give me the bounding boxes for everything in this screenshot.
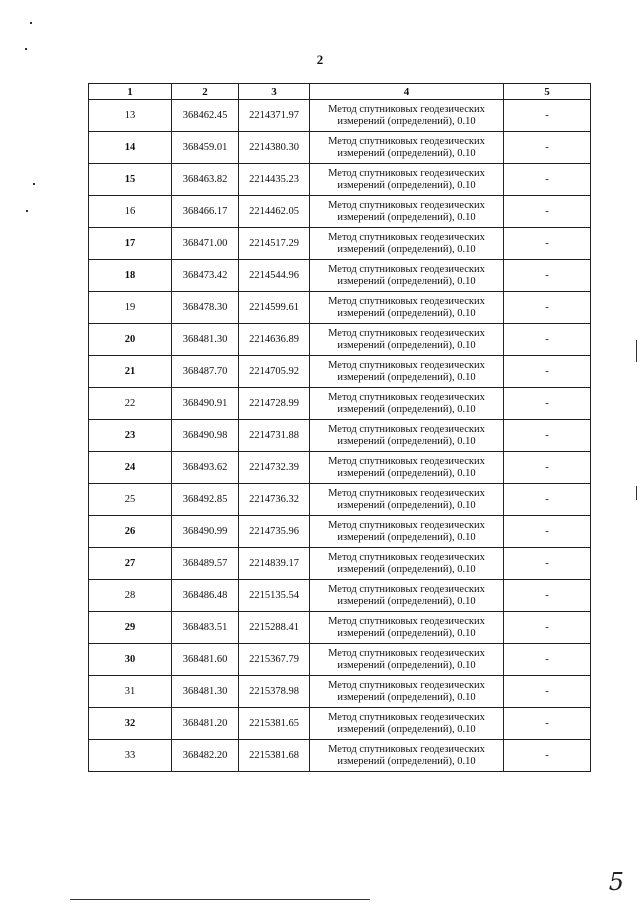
description-cell: - [504, 676, 591, 708]
method-line-1: Метод спутниковых геодезических [328, 327, 485, 339]
table-row [89, 388, 591, 420]
method-cell [310, 196, 504, 228]
point-number: 16 [89, 196, 172, 228]
description-cell: - [504, 100, 591, 132]
method-line-2: измерений (определений), 0.10 [337, 691, 476, 703]
point-number: 27 [89, 548, 172, 580]
table-row [89, 164, 591, 196]
coord-x: 368481.30 [172, 324, 239, 356]
method-line-2: измерений (определений), 0.10 [337, 467, 476, 479]
table-row [89, 132, 591, 164]
table-body [89, 100, 591, 772]
method-cell [310, 356, 504, 388]
description-cell: - [504, 516, 591, 548]
coord-y: 2214736.32 [239, 484, 310, 516]
table-row [89, 260, 591, 292]
coord-x: 368463.82 [172, 164, 239, 196]
coord-y: 2214517.29 [239, 228, 310, 260]
point-number: 30 [89, 644, 172, 676]
method-line-2: измерений (определений), 0.10 [337, 403, 476, 415]
method-line-1: Метод спутниковых геодезических [328, 167, 485, 179]
method-line-1: Метод спутниковых геодезических [328, 199, 485, 211]
method-cell [310, 516, 504, 548]
description-cell: - [504, 484, 591, 516]
method-cell [310, 292, 504, 324]
scan-bottom-line [70, 899, 370, 900]
coord-y: 2214735.96 [239, 516, 310, 548]
description-cell: - [504, 452, 591, 484]
coord-y: 2215381.65 [239, 708, 310, 740]
method-line-2: измерений (определений), 0.10 [337, 723, 476, 735]
coord-y: 2214636.89 [239, 324, 310, 356]
header-col-4: 4 [310, 84, 504, 100]
coord-y: 2214371.97 [239, 100, 310, 132]
table-row [89, 612, 591, 644]
coord-y: 2214599.61 [239, 292, 310, 324]
description-cell: - [504, 548, 591, 580]
method-line-1: Метод спутниковых геодезических [328, 551, 485, 563]
method-line-2: измерений (определений), 0.10 [337, 371, 476, 383]
method-line-1: Метод спутниковых геодезических [328, 615, 485, 627]
method-line-1: Метод спутниковых геодезических [328, 295, 485, 307]
method-line-2: измерений (определений), 0.10 [337, 211, 476, 223]
coord-y: 2214839.17 [239, 548, 310, 580]
method-cell [310, 324, 504, 356]
page-number: 2 [316, 52, 324, 67]
coord-x: 368462.45 [172, 100, 239, 132]
description-cell: - [504, 388, 591, 420]
table-row [89, 484, 591, 516]
table-row [89, 420, 591, 452]
table-row [89, 644, 591, 676]
method-line-2: измерений (определений), 0.10 [337, 627, 476, 639]
method-line-1: Метод спутниковых геодезических [328, 263, 485, 275]
point-number: 18 [89, 260, 172, 292]
coord-y: 2215367.79 [239, 644, 310, 676]
coord-x: 368486.48 [172, 580, 239, 612]
coord-x: 368489.57 [172, 548, 239, 580]
method-cell [310, 708, 504, 740]
point-number: 13 [89, 100, 172, 132]
description-cell: - [504, 292, 591, 324]
header-col-2: 2 [172, 84, 239, 100]
table-row [89, 324, 591, 356]
table-row [89, 100, 591, 132]
method-line-1: Метод спутниковых геодезических [328, 455, 485, 467]
scan-speck [26, 210, 28, 212]
description-cell: - [504, 612, 591, 644]
method-cell [310, 452, 504, 484]
description-cell: - [504, 260, 591, 292]
coord-x: 368466.17 [172, 196, 239, 228]
description-cell: - [504, 644, 591, 676]
coord-x: 368481.30 [172, 676, 239, 708]
point-number: 25 [89, 484, 172, 516]
scan-speck [30, 22, 32, 24]
method-line-1: Метод спутниковых геодезических [328, 359, 485, 371]
coord-y: 2214462.05 [239, 196, 310, 228]
header-col-5: 5 [504, 84, 591, 100]
method-line-1: Метод спутниковых геодезических [328, 519, 485, 531]
point-number: 28 [89, 580, 172, 612]
method-line-1: Метод спутниковых геодезических [328, 647, 485, 659]
point-number: 21 [89, 356, 172, 388]
method-cell [310, 420, 504, 452]
scan-edge-line [636, 486, 637, 500]
method-cell [310, 644, 504, 676]
method-line-2: измерений (определений), 0.10 [337, 243, 476, 255]
method-line-1: Метод спутниковых геодезических [328, 231, 485, 243]
scan-speck [25, 48, 27, 50]
point-number: 31 [89, 676, 172, 708]
method-cell [310, 676, 504, 708]
table-row [89, 740, 591, 772]
method-line-2: измерений (определений), 0.10 [337, 115, 476, 127]
coord-x: 368483.51 [172, 612, 239, 644]
table-row [89, 452, 591, 484]
handwritten-page-mark: 5 [608, 868, 624, 896]
table-row [89, 356, 591, 388]
table-row [89, 708, 591, 740]
method-cell [310, 740, 504, 772]
method-cell [310, 228, 504, 260]
table-row [89, 228, 591, 260]
table-row [89, 196, 591, 228]
method-cell [310, 388, 504, 420]
method-line-1: Метод спутниковых геодезических [328, 103, 485, 115]
method-line-2: измерений (определений), 0.10 [337, 755, 476, 767]
coordinates-table [88, 83, 591, 772]
description-cell: - [504, 708, 591, 740]
table-row [89, 292, 591, 324]
coord-x: 368490.98 [172, 420, 239, 452]
method-line-1: Метод спутниковых геодезических [328, 135, 485, 147]
header-col-1: 1 [89, 84, 172, 100]
table-header-row [89, 84, 591, 100]
point-number: 17 [89, 228, 172, 260]
method-line-2: измерений (определений), 0.10 [337, 307, 476, 319]
scan-edge-line [636, 340, 637, 362]
coord-x: 368482.20 [172, 740, 239, 772]
method-line-1: Метод спутниковых геодезических [328, 583, 485, 595]
method-line-2: измерений (определений), 0.10 [337, 531, 476, 543]
description-cell: - [504, 228, 591, 260]
coord-x: 368487.70 [172, 356, 239, 388]
method-line-2: измерений (определений), 0.10 [337, 435, 476, 447]
method-line-2: измерений (определений), 0.10 [337, 659, 476, 671]
method-line-2: измерений (определений), 0.10 [337, 275, 476, 287]
coord-x: 368481.20 [172, 708, 239, 740]
point-number: 23 [89, 420, 172, 452]
description-cell: - [504, 324, 591, 356]
coord-y: 2214731.88 [239, 420, 310, 452]
coord-x: 368473.42 [172, 260, 239, 292]
description-cell: - [504, 356, 591, 388]
method-cell [310, 612, 504, 644]
point-number: 19 [89, 292, 172, 324]
description-cell: - [504, 196, 591, 228]
method-line-2: измерений (определений), 0.10 [337, 499, 476, 511]
table-row [89, 516, 591, 548]
method-line-1: Метод спутниковых геодезических [328, 711, 485, 723]
coord-x: 368490.91 [172, 388, 239, 420]
description-cell: - [504, 420, 591, 452]
method-cell [310, 580, 504, 612]
method-line-1: Метод спутниковых геодезических [328, 487, 485, 499]
method-line-1: Метод спутниковых геодезических [328, 743, 485, 755]
method-line-2: измерений (определений), 0.10 [337, 595, 476, 607]
coord-y: 2215288.41 [239, 612, 310, 644]
coord-x: 368478.30 [172, 292, 239, 324]
point-number: 24 [89, 452, 172, 484]
table-row [89, 580, 591, 612]
coord-x: 368490.99 [172, 516, 239, 548]
coord-y: 2215135.54 [239, 580, 310, 612]
coord-y: 2214728.99 [239, 388, 310, 420]
point-number: 22 [89, 388, 172, 420]
description-cell: - [504, 740, 591, 772]
point-number: 33 [89, 740, 172, 772]
description-cell: - [504, 132, 591, 164]
method-line-1: Метод спутниковых геодезических [328, 679, 485, 691]
point-number: 26 [89, 516, 172, 548]
table-row [89, 548, 591, 580]
method-cell [310, 100, 504, 132]
coord-y: 2215381.68 [239, 740, 310, 772]
point-number: 32 [89, 708, 172, 740]
coord-x: 368492.85 [172, 484, 239, 516]
point-number: 14 [89, 132, 172, 164]
point-number: 29 [89, 612, 172, 644]
method-line-1: Метод спутниковых геодезических [328, 423, 485, 435]
method-line-2: измерений (определений), 0.10 [337, 339, 476, 351]
method-cell [310, 260, 504, 292]
description-cell: - [504, 164, 591, 196]
coord-y: 2214380.30 [239, 132, 310, 164]
coord-x: 368459.01 [172, 132, 239, 164]
method-line-2: измерений (определений), 0.10 [337, 563, 476, 575]
point-number: 20 [89, 324, 172, 356]
coord-y: 2214435.23 [239, 164, 310, 196]
coord-y: 2215378.98 [239, 676, 310, 708]
method-line-1: Метод спутниковых геодезических [328, 391, 485, 403]
coord-y: 2214544.96 [239, 260, 310, 292]
coord-x: 368481.60 [172, 644, 239, 676]
method-cell [310, 132, 504, 164]
method-line-2: измерений (определений), 0.10 [337, 179, 476, 191]
scan-speck [33, 183, 35, 185]
table-row [89, 676, 591, 708]
description-cell: - [504, 580, 591, 612]
coord-x: 368471.00 [172, 228, 239, 260]
header-col-3: 3 [239, 84, 310, 100]
method-cell [310, 548, 504, 580]
method-cell [310, 164, 504, 196]
coord-x: 368493.62 [172, 452, 239, 484]
point-number: 15 [89, 164, 172, 196]
coord-y: 2214705.92 [239, 356, 310, 388]
method-line-2: измерений (определений), 0.10 [337, 147, 476, 159]
coord-y: 2214732.39 [239, 452, 310, 484]
method-cell [310, 484, 504, 516]
